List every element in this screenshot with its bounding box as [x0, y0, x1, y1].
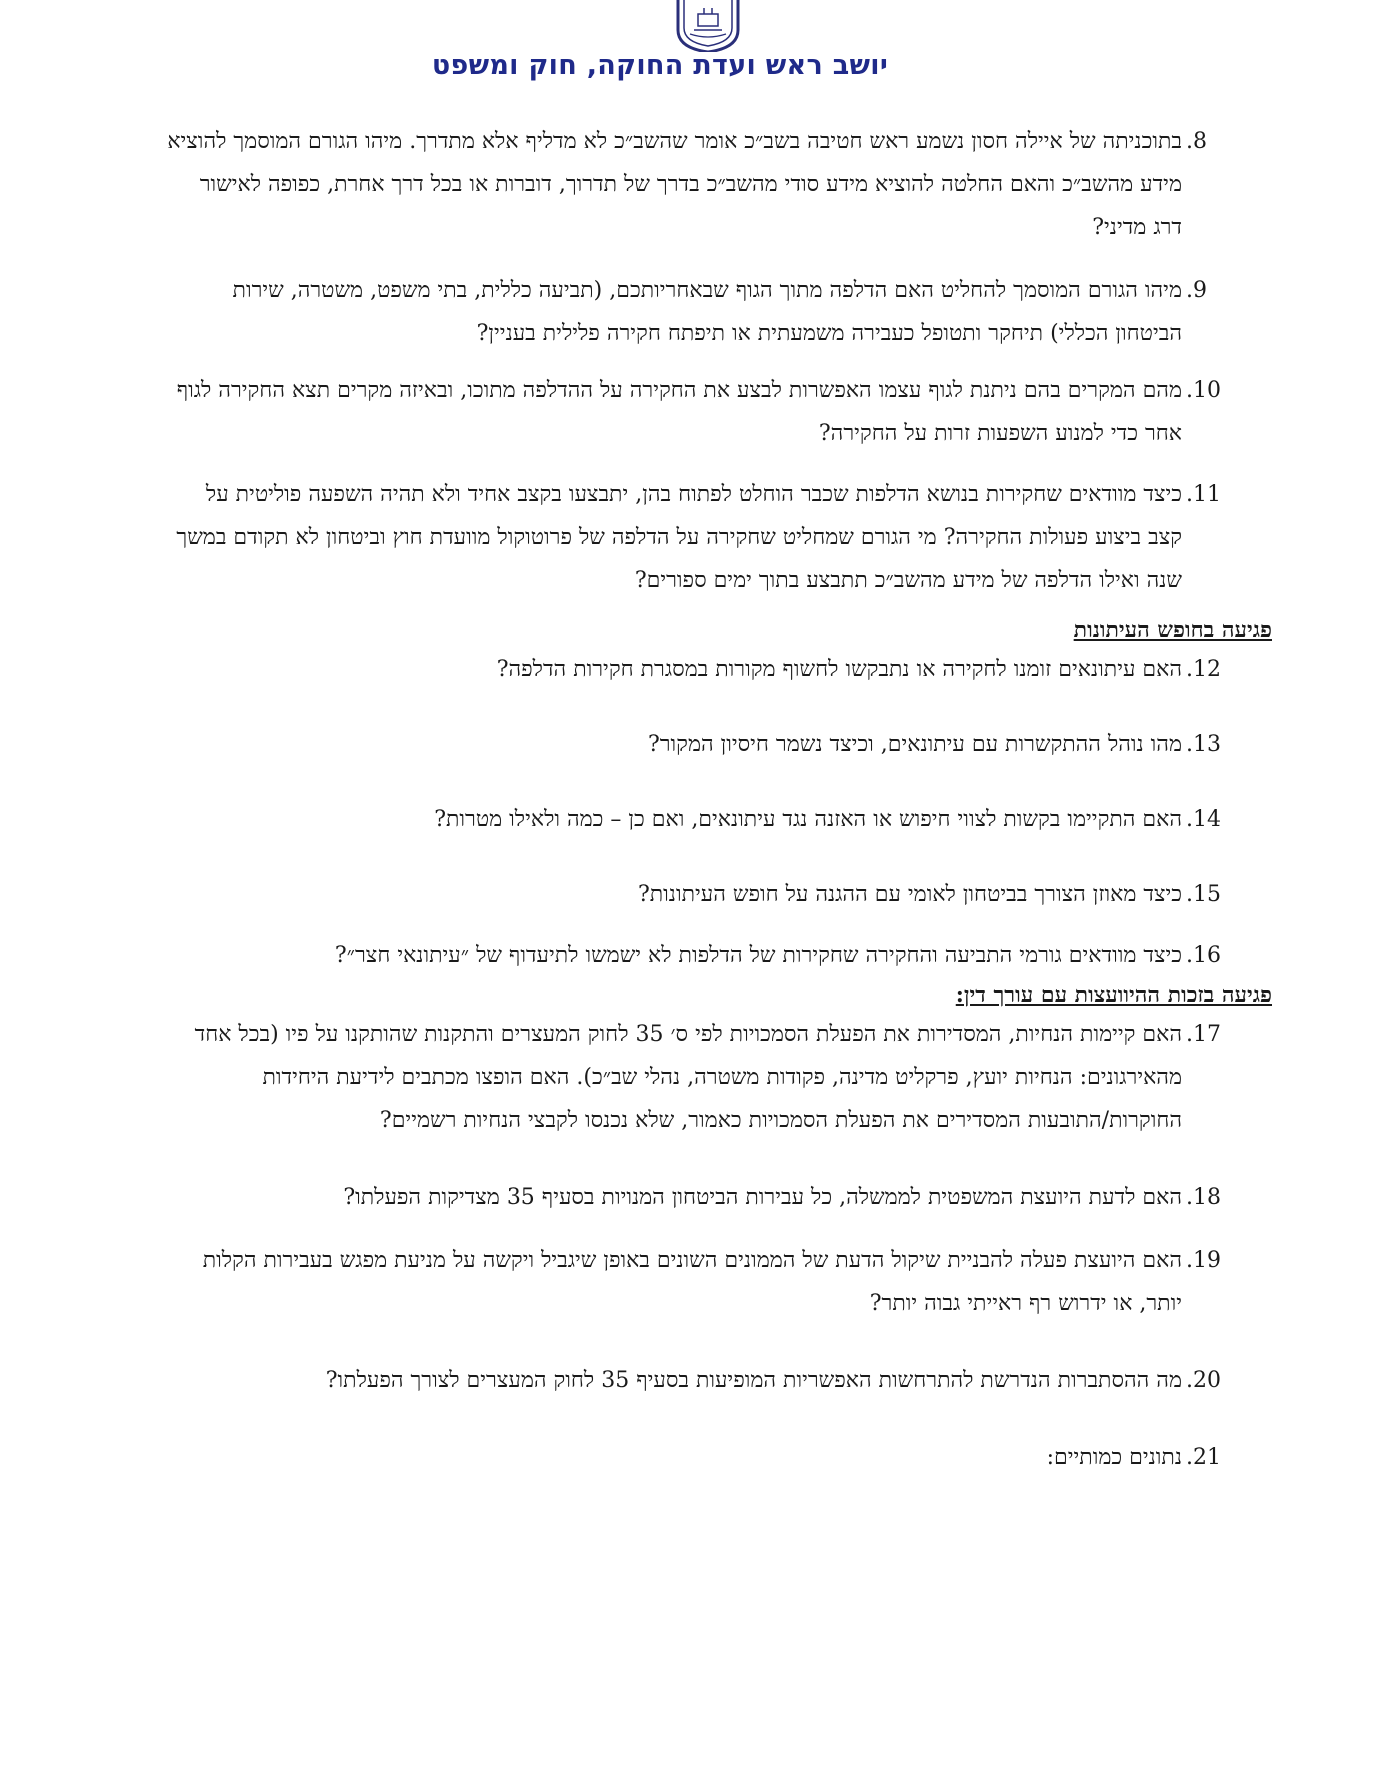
question-text: האם קיימות הנחיות, המסדירות את הפעלת הסמכויות לפי ס׳ 35 לחוק המעצרים והתקנות שהותקנו על פיו (בכל אחד מהאירגונים: הנחיות יועץ, פרקליט מדינה, פקודות משטרה, נהלי שב״כ). האם הופצו מכתבים לידיעת היחידות החוקרות/התובעות המסדירים את הפעלת הסמכויות כאמור, שלא נכנסו לקבצי הנחיות רשמיים?: [194, 1022, 1182, 1133]
question-number: .15: [1186, 882, 1221, 907]
question-text: האם היועצת פעלה להבניית שיקול הדעת של הממונים השונים באופן שיגביל ויקשה על מניעת מפגש בעבירות הקלות יותר, או ידרוש רף ראייתי גבוה יותר?: [202, 1248, 1182, 1316]
section-heading-press: פגיעה בחופש העיתונות: [1073, 617, 1272, 643]
question-item-21: [167, 1436, 1232, 1479]
question-item-13: [167, 723, 1232, 766]
question-item-17: [167, 1013, 1232, 1142]
question-text: כיצד מוודאים גורמי התביעה והחקירה שחקירות של הדלפות לא ישמשו לתיעדוף של ״עיתונאי חצר״?: [334, 943, 1182, 968]
question-text: מהם המקרים בהם ניתנת לגוף עצמו האפשרות לבצע את החקירה על ההדלפה מתוכו, ובאיזה מקרים תצא החקירה לגוף אחר כדי למנוע השפעות זרות על החקירה?: [176, 378, 1182, 446]
question-text: כיצד מאוזן הצורך בביטחון לאומי עם ההגנה על חופש העיתונות?: [637, 882, 1182, 907]
question-text: האם עיתונאים זומנו לחקירה או נתבקשו לחשוף מקורות במסגרת חקירות הדלפה?: [496, 657, 1182, 682]
question-number: .13: [1186, 732, 1221, 757]
question-item-14: [167, 798, 1232, 841]
question-item-20: [167, 1359, 1232, 1402]
question-number: .10: [1186, 378, 1221, 403]
question-item-10: [167, 369, 1232, 455]
question-number: .16: [1186, 943, 1221, 968]
question-item-9: [167, 269, 1232, 355]
question-number: .21: [1186, 1445, 1221, 1470]
question-number: .11: [1186, 482, 1221, 507]
question-text: מה ההסתברות הנדרשת להתרחשות האפשריות המופיעות בסעיף 35 לחוק המעצרים לצורך הפעלתו?: [325, 1368, 1182, 1393]
document-body: [112, 120, 1272, 1479]
question-item-12: [167, 648, 1232, 691]
question-text: מהו נוהל ההתקשרות עם עיתונאים, וכיצד נשמר חיסיון המקור?: [647, 732, 1182, 757]
question-item-19: [167, 1239, 1232, 1325]
question-number: .14: [1186, 807, 1221, 832]
section-heading-counsel: פגיעה בזכות ההיוועצות עם עורך דין:: [955, 982, 1272, 1008]
knesset-emblem-icon: [660, 0, 756, 52]
question-item-8: [167, 120, 1232, 249]
question-text: נתונים כמותיים:: [1046, 1445, 1182, 1470]
question-number: .8: [1186, 129, 1207, 154]
question-number: .19: [1186, 1248, 1221, 1273]
question-text: מיהו הגורם המוסמך להחליט האם הדלפה מתוך הגוף שבאחריותכם, (תביעה כללית, בתי משפט, משטרה, שירות הביטחון הכללי) תיחקר ותטופל כעבירה משמעתית או תיפתח חקירה פלילית בעניין?: [232, 278, 1182, 346]
question-item-18: [167, 1176, 1232, 1219]
question-item-11: [167, 473, 1232, 602]
question-text: האם לדעת היועצת המשפטית לממשלה, כל עבירות הביטחון המנויות בסעיף 35 מצדיקות הפעלתו?: [343, 1185, 1182, 1210]
question-item-16: [167, 934, 1232, 977]
question-text: האם התקיימו בקשות לצווי חיפוש או האזנה נגד עיתונאים, ואם כן – כמה ולאילו מטרות?: [434, 807, 1182, 832]
question-text: בתוכניתה של איילה חסון נשמע ראש חטיבה בשב״כ אומר שהשב״כ לא מדליף אלא מתדרך. מיהו הגורם המוסמך להוציא מידע מהשב״כ והאם החלטה להוציא מידע סודי מהשב״כ בדרך של תדרוך, דוברות או בכל דרך אחרת, כפופה לאישור דרג מדיני?: [167, 129, 1182, 240]
question-item-15: [167, 873, 1232, 916]
header-title: יושב ראש ועדת החוקה, חוק ומשפט: [431, 50, 889, 81]
question-text: כיצד מוודאים שחקירות בנושא הדלפות שכבר הוחלט לפתוח בהן, יתבצעו בקצב אחיד ולא תהיה השפעה פוליטית על קצב ביצוע פעולות החקירה? מי הגורם שמחליט שחקירה על הדלפה של פרוטוקול מוועדת חוץ וביטחון לא תקודם במשך שנה ואילו הדלפה של מידע מהשב״כ תתבצע בתוך ימים ספורים?: [176, 482, 1182, 593]
question-number: .12: [1186, 657, 1221, 682]
question-number: .9: [1186, 278, 1207, 303]
question-number: .17: [1186, 1022, 1221, 1047]
question-number: .20: [1186, 1368, 1221, 1393]
question-number: .18: [1186, 1185, 1221, 1210]
